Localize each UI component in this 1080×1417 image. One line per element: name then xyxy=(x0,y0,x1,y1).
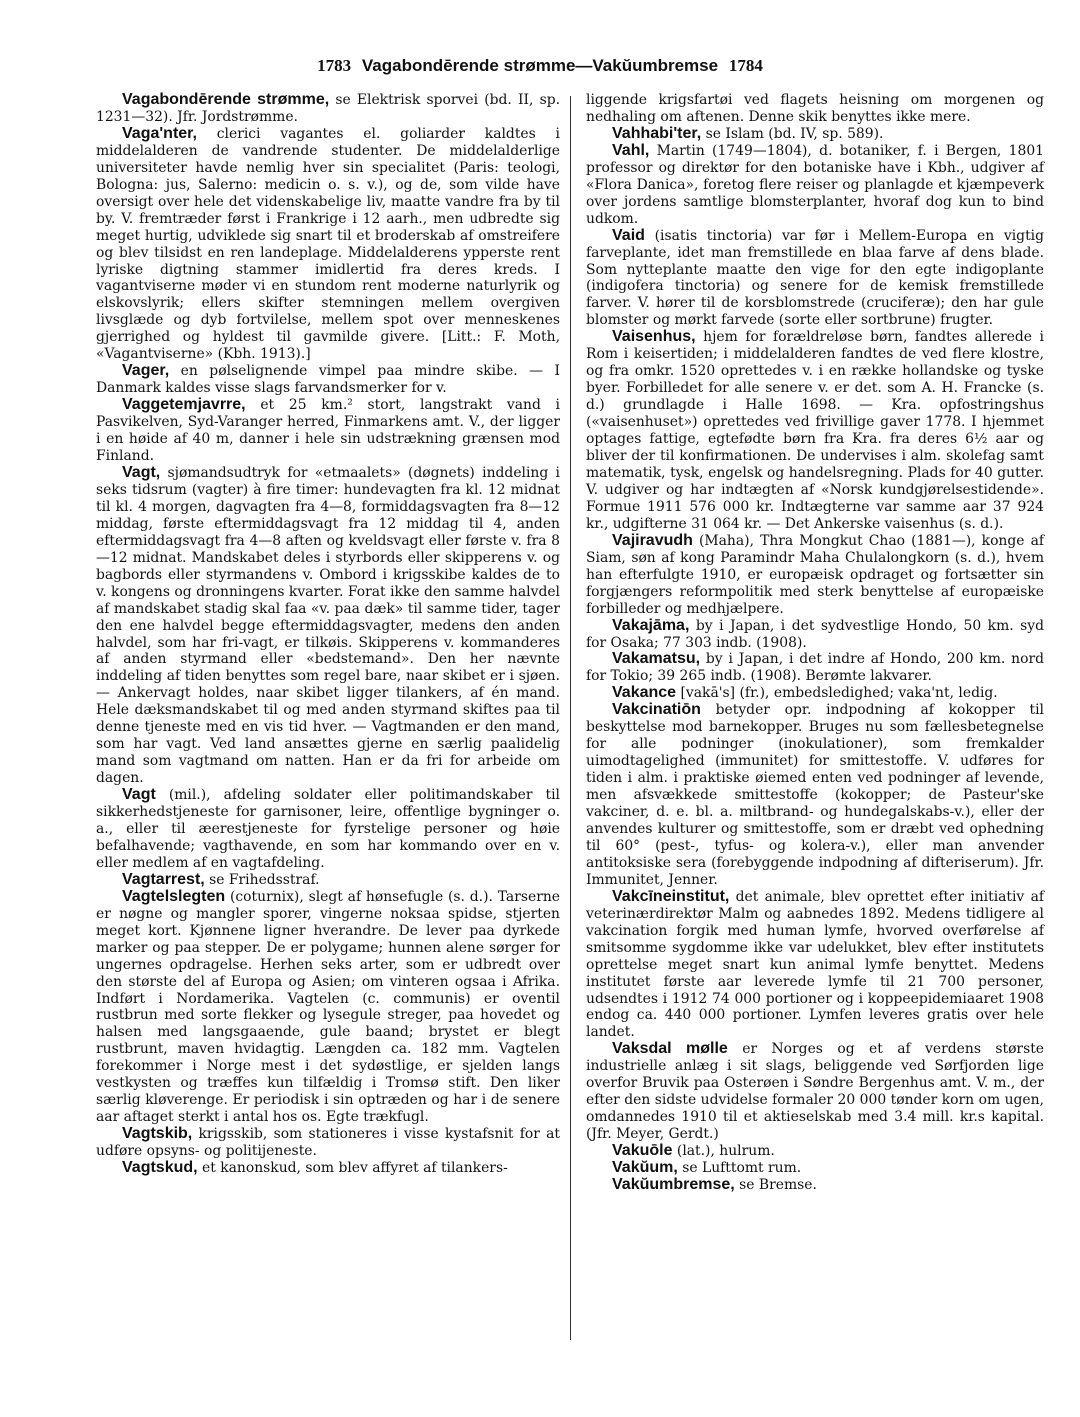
dictionary-entry xyxy=(586,1143,1044,1160)
entry-text: se Islam (bd. IV, sp. 589). xyxy=(701,125,884,142)
entry-headword: Vagtelslegten xyxy=(122,887,226,905)
dictionary-entry xyxy=(586,618,1044,652)
entry-headword: Vakŭum, xyxy=(612,1159,678,1177)
left-column xyxy=(96,92,560,1177)
dictionary-entry xyxy=(586,329,1044,532)
entry-headword: Vagt xyxy=(122,786,156,804)
entry-text: en pølselignende vimpel paa mindre skibe. — I Danmark kaldes visse slags farvandsmerker for v. xyxy=(96,363,560,397)
dictionary-entry xyxy=(96,92,560,126)
entry-headword: Vahhabi'ter, xyxy=(612,124,702,142)
entry-headword: Vakŭumbremse, xyxy=(612,1176,735,1193)
entry-text: sjømandsudtryk for «etmaalets» (døgnets) inddeling i seks tidsrum (vagter) à fire timer: hundevagten fra kl. 12 midnat til kl. 4 morgen, dagvagten fra 4—8, formiddagsvagten fra 8—12 middag, første eftermiddagsvagt fra 12 middag til 4, anden eftermiddagsvagt fra 4—8 aften og kveldsvagt eller første v. fra 8—12 midnat. Mandskabet deles i styrbords eller skipperens v. og bagbords eller styrmandens v. Ombord i krigsskibe kaldes de to v. kongens og dronningens kvarter. Forat ikke den samme halvdel af mandskabet stadig skal faa «v. paa dæk» til samme tider, tager den ene halvdel begge eftermiddagsvagter, medens den anden halvdel, som har fri-vagt, er tilkøis. Skipperens v. kommanderes af anden styrmand eller «bedstemand». Den her nævnte inddeling af tiden benyttes som regel bare, naar skibet er i sjøen. — Ankervagt holdes, naar skibet ligger tilankers, af én mand. Hele dæksmandskabet til og med anden styrmand skiftes paa til denne tjeneste med en vis tid hver. — Vagtmanden er den mand, som har vagt. Ved land ansættes gjerne en særlig paalidelig mand som vagtmand om natten. Han er da fri for arbeide om dagen. xyxy=(96,464,560,787)
dictionary-entry xyxy=(96,1160,560,1177)
entry-text: [vakā's] (fr.), embedsledighed; vaka'nt, ledig. xyxy=(676,685,998,702)
entry-text: hjem for forældreløse børn, fandtes allerede i Rom i keisertiden; i middelalderen fandtes de ved flere klostre, og fra omkr. 1520 oprettedes v. i en række hollandske og tyske byer. Forbilledet for alle senere v. er det. som A. H. Francke (s. d.) grundlagde i Halle 1698. — Kra. opfostringshus («vaisenhuset») oprettedes ved frivillige gaver 1778. I hjemmet optages fattige, egtefødte børn fra Kra. fra deres 6½ aar og bliver der til konfirmationen. De undervises i alm. skolefag samt matematik, tysk, engelsk og handelsregning. Plads for 40 gutter. V. udgiver og har indtægten af «Norsk kundgjørelsestidende». Formue 1911 576 000 kr. Indtægterne var samme aar 37 924 kr., udgifterne 31 064 kr. — Det Ankerske vaisenhus (s. d.). xyxy=(586,329,1044,532)
dictionary-entry xyxy=(586,651,1044,685)
entry-text: krigsskib, som stationeres i visse kystafsnit for at udføre opsyns- og politijeneste. xyxy=(96,1126,560,1160)
entry-headword: Vagtarrest, xyxy=(122,870,205,888)
entry-headword: Vakajāma, xyxy=(612,616,690,634)
entry-text: se Lufttomt rum. xyxy=(677,1160,802,1177)
entry-text: se Frihedsstraf. xyxy=(204,871,320,888)
dictionary-entry xyxy=(96,889,560,1126)
column-divider xyxy=(570,96,571,1340)
entry-text: (coturnix), slegt af hønsefugle (s. d.). Tarserne er nøgne og mangler sporer, vingerne noksaa spidse, stjerten meget kort. Kjønnene ligner hverandre. De lever paa dyrkede marker og paa stepper. De er polygame; hunnen alene sørger for ungernes opdragelse. Herhen seks arter, som er udbredt over den største del af Europa og Asien; om vinteren ogsaa i Afrika. Indført i Nordamerika. Vagtelen (c. communis) er oventil rustbrun med sorte flekker og lysegule streger, paa hovedet og halsen med langsgaaende, gule baand; brystet er blegt rustbrunt, maven hvidagtig. Længden ca. 182 mm. Vagtelen forekommer i Norge mest i det sydøstlige, er sjelden langs vestkysten og træffes kun tilfældig i Tromsø stift. Den liker særlig kløverenge. Er periodisk i sin optræden og har i de senere aar aftaget sterkt i antal hos os. Egte trækfugl. xyxy=(96,888,560,1126)
entry-headword: Vagt, xyxy=(122,463,161,481)
dictionary-entry xyxy=(586,889,1044,1042)
dictionary-entry xyxy=(586,92,1044,126)
entry-headword: Vakance xyxy=(612,684,677,702)
dictionary-entry xyxy=(96,126,560,363)
entry-headword: Vakamatsu, xyxy=(612,650,701,668)
entry-headword: Vaisenhus, xyxy=(612,328,696,346)
entry-headword: Vaggetemjavrre, xyxy=(122,396,246,414)
entry-headword: Vaid xyxy=(612,226,645,244)
entry-headword: Vagtskud, xyxy=(122,1159,198,1177)
dictionary-entry xyxy=(96,363,560,397)
dictionary-entry xyxy=(586,143,1044,228)
entry-text: betyder opr. indpodning af kokopper til beskyttelse mod barnekopper. Bruges nu som fællesbetegnelse for alle podninger (inokulationer), som fremkalder uimodtagelighed (immunitet) for smittestoffe. V. udføres for tiden i alm. i praktiske øiemed enten ved podninger af levende, men afsvækkede smittestoffe (kokopper; de Pasteur'ske vakciner, d. e. bl. a. miltbrand- og hundegalskabs-v.), eller der anvendes kulturer og smittestoffe, som er dræbt ved ophedning til 60° (pest-, tyfus- og kolera-v.), eller man anvender antitoksiske sera (forebyggende indpodning af difteriserum). Jfr. Immunitet, Jenner. xyxy=(586,702,1044,888)
dictionary-entry xyxy=(586,533,1044,618)
entry-text: by i Japan, i det sydvestlige Hondo, 50 km. syd for Osaka; 77 303 indb. (1908). xyxy=(586,617,1044,651)
entry-headword: Vaga'nter, xyxy=(122,124,197,142)
entry-text: (isatis tinctoria) var før i Mellem-Europa en vigtig farveplante, idet man fremstillede en blaa farve af dens blade. Som nytteplante maatte den vige for den egte indigoplante (indigofera tinctoria) og senere for de kemisk fremstillede farver. V. hører til de korsblomstrede (cruciferæ); den har gule blomster og mørkt farvede (sorte eller sortbrune) frugter. xyxy=(586,227,1044,329)
entry-text: (Maha), Thra Mongkut Chao (1881—), konge af Siam, søn af kong Paramindr Maha Chulalongkorn (s. d.), hvem han efterfulgte 1910, er europæisk opdraget og fortsætter sin forgjængers reformpolitik med sterk benyttelse af europæiske forbilleder og medhjælpere. xyxy=(586,532,1044,617)
entry-text: det animale, blev oprettet efter initiativ af veterinærdirektør Malm og aabnedes 1892. Medens tidligere al vakcination forgik med human lymfe, hvorved overførelse af smitsomme sygdomme ikke var udelukket, blev efter institutets oprettelse meget snart kun animal lymfe benyttet. Medens institutet første aar leverede lymfe til 21 700 personer, udsendtes i 1912 74 000 portioner og i koppeepidemiaaret 1908 endog ca. 440 000 portioner. Lymfen leveres gratis over hele landet. xyxy=(586,888,1044,1041)
dictionary-entry xyxy=(586,1177,1044,1194)
dictionary-entry xyxy=(586,1160,1044,1177)
running-header xyxy=(0,56,1080,76)
entry-headword: Vakuōle xyxy=(612,1142,673,1160)
entry-headword: Vakcinatiōn xyxy=(612,701,701,719)
entry-text: er Norges og et af verdens største industrielle anlæg i sit slags, beliggende ved Sørfjorden lige overfor Bruvik paa Osterøen i Søndre Bergenhus amt. V. m., der efter den sidste udvidelse formaler 20 000 tønder korn om ugen, omdannedes 1910 til et aktieselskab med 3.4 mill. kr.s kapital. (Jfr. Meyer, Gerdt.) xyxy=(586,1041,1045,1143)
entry-text: et kanonskud, som blev affyret af tilankers- xyxy=(197,1160,508,1177)
entry-text: (mil.), afdeling soldater eller politimandskaber til sikkerhedstjeneste for garnisoner, leire, offentlige bygninger o. a., eller til æerestjeneste for fyrstelige personer og høie befalhavende; vagthavende, en som har kommando over en v. eller medlem af en vagtafdeling. xyxy=(96,787,560,871)
entry-headword: Vakcīneinstitut, xyxy=(612,887,730,905)
dictionary-entry xyxy=(96,872,560,889)
page-number-right: 1784 xyxy=(728,56,763,75)
dictionary-entry xyxy=(96,1126,560,1160)
entry-headword: Vahl, xyxy=(612,141,650,159)
entry-headword: Vaksdal mølle xyxy=(612,1040,728,1058)
dictionary-entry xyxy=(586,126,1044,143)
entry-headword: Vagtskib, xyxy=(122,1125,193,1143)
entry-text: se Bremse. xyxy=(734,1177,817,1193)
entry-text: liggende krigsfartøi ved flagets heisning om morgenen og nedhaling om aftenen. Denne skik benyttes ikke mere. xyxy=(586,92,1044,125)
running-title: Vagabondērende strømme—Vakŭumbremse xyxy=(361,56,719,75)
entry-text: by i Japan, i det indre af Hondo, 200 km. nord for Tokio; 39 265 indb. (1908). Berømte lakvarer. xyxy=(586,651,1044,685)
right-column xyxy=(586,92,1044,1194)
entry-text: et 25 km.² stort, langstrakt vand i Pasvikelven, Syd-Varanger herred, Finmarkens amt. V., der ligger i en høide af 40 m, danner i hele sin udstrækning grænsen mod Finland. xyxy=(96,397,560,465)
entry-text: clerici vagantes el. goliarder kaldtes i middelalderen de vandrende studenter. De middelalderlige universiteter havde nemlig hver sin specialitet (Paris: teologi, Bologna: jus, Salerno: medicin o. s. v.), og de, som vilde have oversigt over hele det videnskabelige liv, maatte vandre fra by til by. V. fremtræder først i Frankrige i 12 aarh., men udbredte sig meget hurtig, udviklede sig snart til et broderskab af omstreifere og blev tilsidst en ren landeplage. Middelalderens ypperste rent lyriske digtning stammer imidlertid fra deres kreds. I vagantviserne møder vi en stundom rent moderne naturlyrik og elskovslyrik; ellers skifter stemningen mellem overgiven livsglæde og dyb fortvilelse, mellem spot over menneskenes gjerrighed og hyldest til gavmilde givere. [Litt.: F. Moth, «Vagantviserne» (Kbh. 1913).] xyxy=(96,125,560,363)
dictionary-entry xyxy=(586,685,1044,702)
entry-headword: Vager, xyxy=(122,362,170,380)
dictionary-entry xyxy=(96,397,560,465)
entry-headword: Vagabondērende strømme, xyxy=(122,91,330,108)
entry-text: se Elektrisk sporvei (bd. II, sp. 1231—32). Jfr. Jordstrømme. xyxy=(96,92,560,125)
dictionary-entry xyxy=(96,787,560,872)
entry-headword: Vajiravudh xyxy=(612,531,693,549)
dictionary-entry xyxy=(586,702,1044,888)
page-number-left: 1783 xyxy=(317,56,352,75)
entry-text: (lat.), hulrum. xyxy=(672,1143,775,1160)
dictionary-entry xyxy=(586,1041,1044,1143)
dictionary-entry xyxy=(96,465,560,787)
dictionary-entry xyxy=(586,228,1044,330)
entry-text: Martin (1749—1804), d. botaniker, f. i Bergen, 1801 professor og direktør for den botaniske have i Kbh., udgiver af «Flora Danica», foretog flere reiser og planlagde et kjæmpeverk over jordens samtlige blomsterplanter, hvoraf dog kun to bind udkom. xyxy=(586,142,1044,227)
